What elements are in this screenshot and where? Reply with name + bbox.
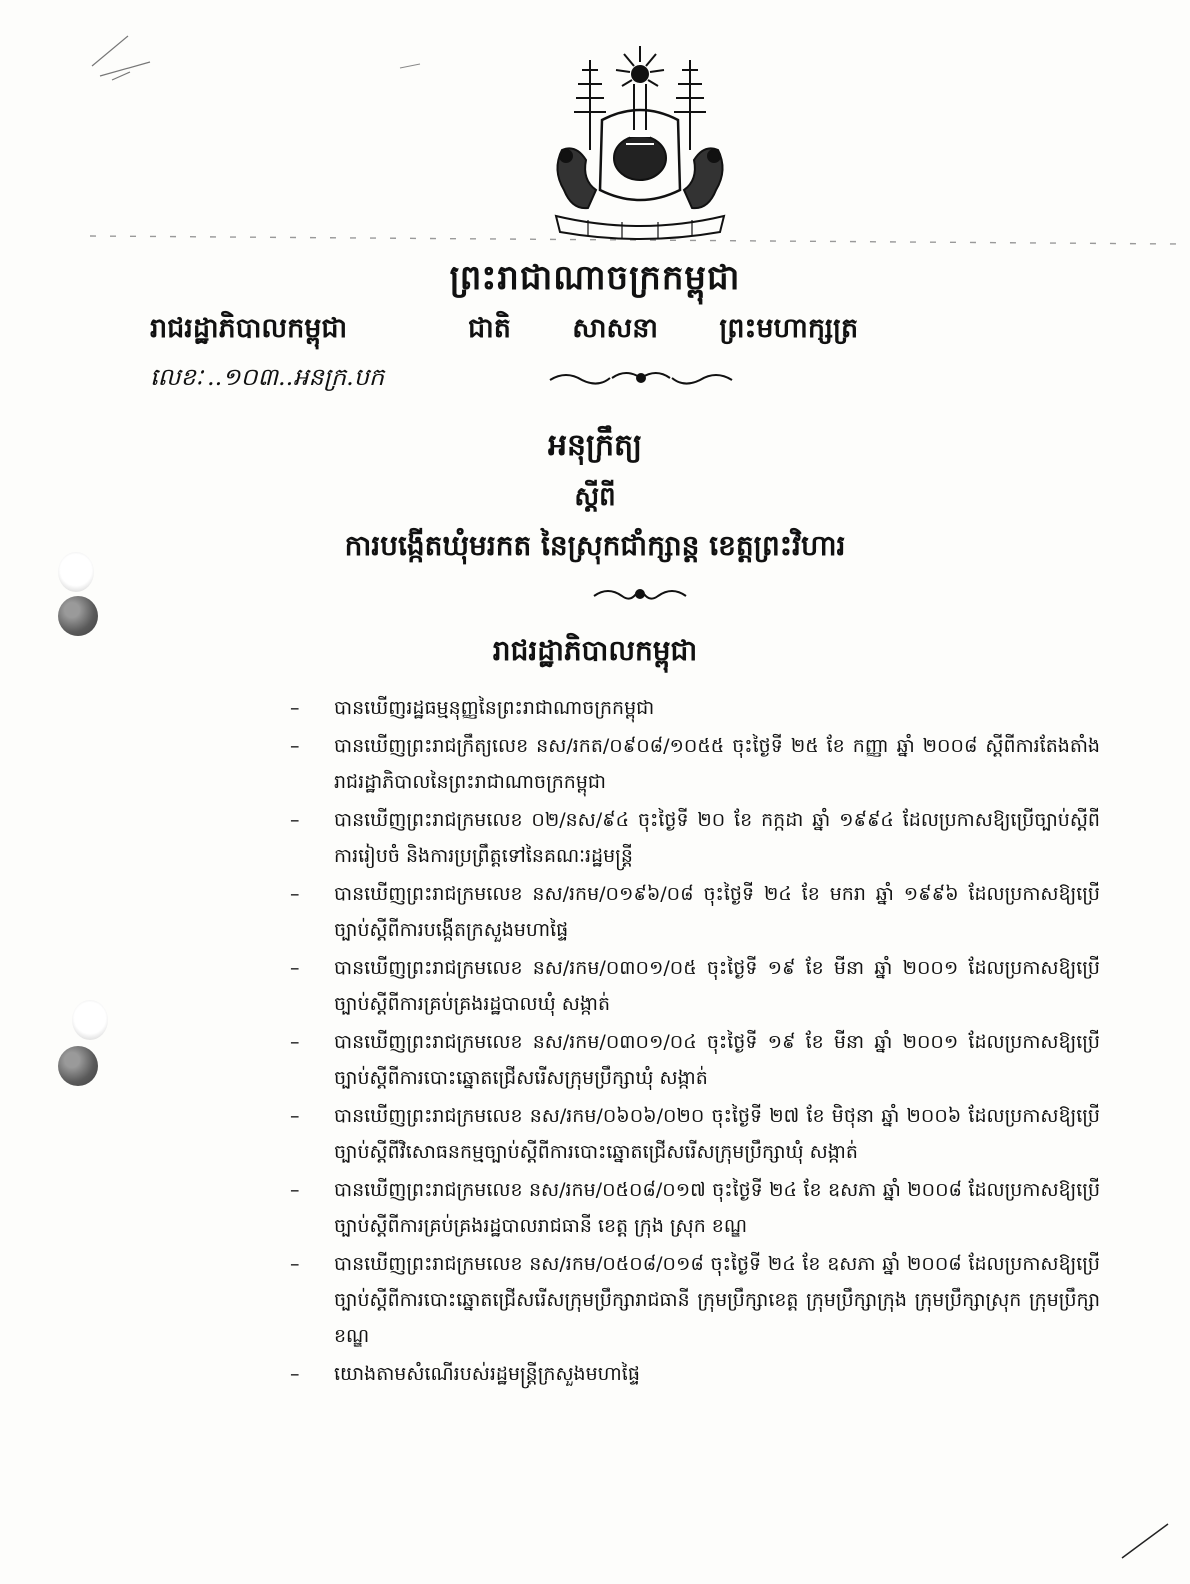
list-item	[290, 1024, 1100, 1096]
document-type: អនុក្រឹត្យ	[547, 428, 643, 463]
national-motto	[468, 312, 886, 351]
reference-label: លេខៈ	[150, 363, 204, 391]
list-item	[290, 1356, 1100, 1392]
list-item	[290, 1172, 1100, 1244]
punch-hole	[72, 1000, 108, 1040]
list-item	[290, 690, 1100, 726]
clause-dash: –	[290, 697, 300, 719]
preamble-clauses	[290, 690, 1100, 1394]
clause-text: បានឃើញរដ្ឋធម្មនុញ្ញនៃព្រះរាជាណាចក្រកម្ពុជា	[334, 697, 655, 719]
list-item	[290, 802, 1100, 874]
punch-hole	[58, 1046, 98, 1086]
reference-number	[150, 362, 384, 397]
clause-dash: –	[290, 1179, 300, 1201]
government-header: រាជរដ្ឋាភិបាលកម្ពុជា	[150, 313, 348, 344]
document-subject: ការបង្កើតឃុំមរកត នៃស្រុកជាំក្សាន្ត ខេត្តព្រះវិហារ	[344, 529, 846, 562]
clause-text: បានឃើញព្រះរាជក្រមលេខ នស/រកម/០១៩៦/០៨ ចុះថ្ងៃទី ២៤ ខែ មករា ឆ្នាំ ១៩៩៦ ដែលប្រកាសឱ្យប្រើច្បាប់ស្តីពីការបង្កើតក្រសួងមហាផ្ទៃ	[334, 883, 1100, 941]
kingdom-title: ព្រះរាជាណាចក្រកម្ពុជា	[449, 258, 741, 298]
list-item	[290, 1098, 1100, 1170]
clause-text: បានឃើញព្រះរាជក្រមលេខ ០២/នស/៩៤ ចុះថ្ងៃទី ២០ ខែ កក្កដា ឆ្នាំ ១៩៩៤ ដែលប្រកាសឱ្យប្រើច្បាប់ស្តីពីការរៀបចំ និងការប្រព្រឹត្តទៅនៃគណៈរដ្ឋមន្ត្រី	[334, 809, 1100, 867]
issuing-authority: រាជរដ្ឋាភិបាលកម្ពុជា	[492, 634, 698, 667]
clause-text: យោងតាមសំណើរបស់រដ្ឋមន្ត្រីក្រសួងមហាផ្ទៃ	[334, 1363, 640, 1385]
list-item	[290, 950, 1100, 1022]
clause-dash: –	[290, 1105, 300, 1127]
clause-text: បានឃើញព្រះរាជក្រឹត្យលេខ នស/រកត/០៩០៨/១០៥៥ ចុះថ្ងៃទី ២៥ ខែ កញ្ញា ឆ្នាំ ២០០៨ ស្តីពីការតែងតាំងរាជរដ្ឋាភិបាលនៃព្រះរាជាណាចក្រកម្ពុជា	[334, 735, 1100, 793]
motto-word-king: ព្រះមហាក្សត្រ	[719, 313, 859, 344]
clause-text: បានឃើញព្រះរាជក្រមលេខ នស/រកម/០៥០៨/០១៧ ចុះថ្ងៃទី ២៤ ខែ ឧសភា ឆ្នាំ ២០០៨ ដែលប្រកាសឱ្យប្រើច្បាប់ស្តីពីការគ្រប់គ្រងរដ្ឋបាលរាជធានី ខេត្ត ក្រុង ស្រុក ខណ្ឌ	[334, 1179, 1100, 1237]
punch-hole	[58, 596, 98, 636]
clause-text: បានឃើញព្រះរាជក្រមលេខ នស/រកម/០៣០១/០៤ ចុះថ្ងៃទី ១៩ ខែ មីនា ឆ្នាំ ២០០១ ដែលប្រកាសឱ្យប្រើច្បាប់ស្តីពីការបោះឆ្នោតជ្រើសរើសក្រុមប្រឹក្សាឃុំ សង្កាត់	[334, 1031, 1100, 1089]
clause-dash: –	[290, 1031, 300, 1053]
ornament-divider-icon	[590, 584, 690, 604]
document-about: ស្តីពី	[574, 482, 616, 512]
clause-dash: –	[290, 1253, 300, 1275]
clause-text: បានឃើញព្រះរាជក្រមលេខ នស/រកម/០៦០៦/០២០ ចុះថ្ងៃទី ២៧ ខែ មិថុនា ឆ្នាំ ២០០៦ ដែលប្រកាសឱ្យប្រើច្បាប់ស្តីពីវិសោធនកម្មច្បាប់ស្តីពីការបោះឆ្នោតជ្រើសរើសក្រុមប្រឹក្សាឃុំ សង្កាត់	[334, 1105, 1100, 1163]
clause-dash: –	[290, 735, 300, 757]
pen-stroke-mark	[1120, 1520, 1170, 1560]
royal-emblem-icon	[542, 40, 738, 242]
clause-dash: –	[290, 957, 300, 979]
motto-word-religion: សាសនា	[572, 313, 658, 344]
reference-handwritten: ..១០៣..អនក្រ.បក	[207, 363, 385, 391]
clause-dash: –	[290, 1363, 300, 1385]
list-item	[290, 876, 1100, 948]
clause-text: បានឃើញព្រះរាជក្រមលេខ នស/រកម/០៥០៨/០១៨ ចុះថ្ងៃទី ២៤ ខែ ឧសភា ឆ្នាំ ២០០៨ ដែលប្រកាសឱ្យប្រើច្បាប់ស្តីពីការបោះឆ្នោតជ្រើសរើសក្រុមប្រឹក្សារាជធានី ក្រុមប្រឹក្សាខេត្ត ក្រុមប្រឹក្សាក្រុង ក្រុមប្រឹក្សាស្រុក ក្រុមប្រឹក្សាខណ្ឌ	[334, 1253, 1100, 1347]
ornament-divider-icon	[546, 368, 736, 388]
clause-dash: –	[290, 809, 300, 831]
clause-text: បានឃើញព្រះរាជក្រមលេខ នស/រកម/០៣០១/០៥ ចុះថ្ងៃទី ១៩ ខែ មីនា ឆ្នាំ ២០០១ ដែលប្រកាសឱ្យប្រើច្បាប់ស្តីពីការគ្រប់គ្រងរដ្ឋបាលឃុំ សង្កាត់	[334, 957, 1100, 1015]
list-item	[290, 1246, 1100, 1354]
clause-dash: –	[290, 883, 300, 905]
list-item	[290, 728, 1100, 800]
motto-word-nation: ជាតិ	[468, 313, 511, 344]
